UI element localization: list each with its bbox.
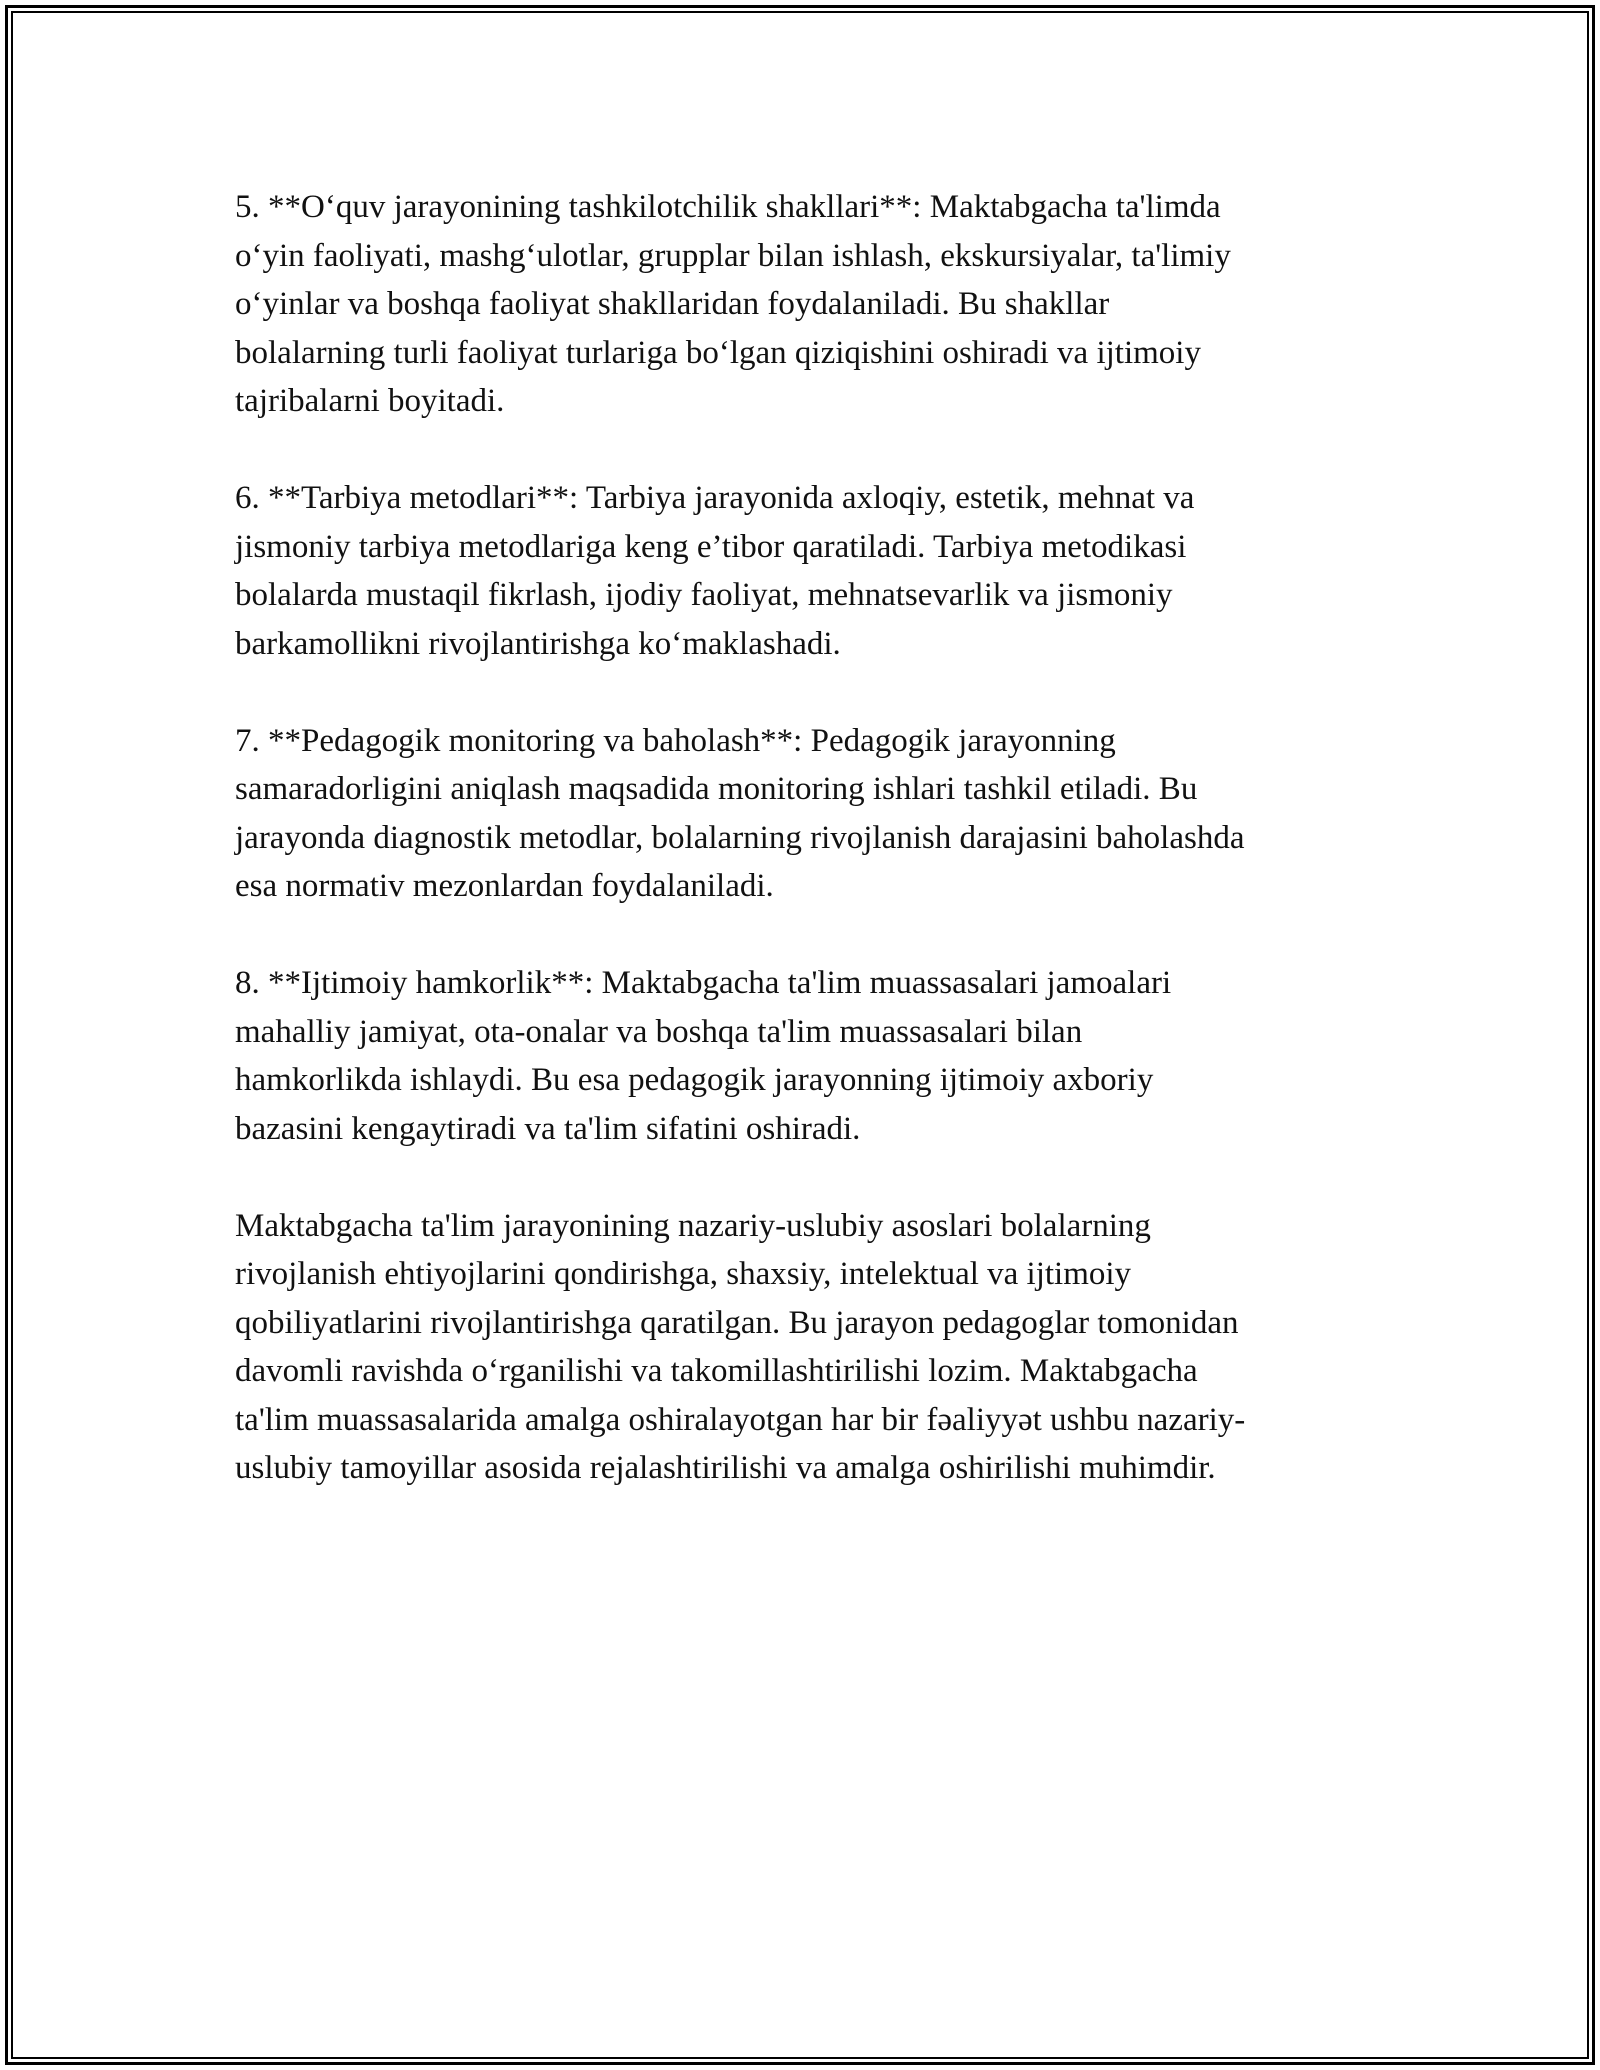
paragraph-item-6: 6. **Tarbiya metodlari**: Tarbiya jarayonida axloqiy, estetik, mehnat va jismoniy tarbiya metodlariga keng e’tibor qaratiladi. Tarbiya metodikasi bolalarda mustaqil fikrlash, ijodiy faoliyat, mehnatsevarlik va jismoniy barkamollikni rivojlantirishga koʻmaklashadi. <box>235 480 1195 662</box>
document-body <box>235 183 1365 1541</box>
paragraph-item-8: 8. **Ijtimoiy hamkorlik**: Maktabgacha ta'lim muassasalari jamoalari mahalliy jamiyat, ota-onalar va boshqa ta'lim muassasalari bilan hamkorlikda ishlaydi. Bu esa pedagogik jarayonning ijtimoiy axboriy bazasini kengaytiradi va ta'lim sifatini oshiradi. <box>235 965 1172 1147</box>
paragraph-item-5: 5. **Oʻquv jarayonining tashkilotchilik shakllari**: Maktabgacha ta'limda oʻyin faoliyati, mashgʻulotlar, grupplar bilan ishlash, ekskursiyalar, ta'limiy oʻyinlar va boshqa faoliyat shakllaridan foydalaniladi. Bu shakllar bolalarning turli faoliyat turlariga boʻlgan qiziqishini oshiradi va ijtimoiy tajribalarni boyitadi. <box>235 189 1231 419</box>
paragraph-item-7: 7. **Pedagogik monitoring va baholash**: Pedagogik jarayonning samaradorligini aniqlash maqsadida monitoring ishlari tashkil etiladi. Bu jarayonda diagnostik metodlar, bolalarning rivojlanish darajasini baholashda esa normativ mezonlardan foydalaniladi. <box>235 722 1245 904</box>
paragraph-conclusion: Maktabgacha ta'lim jarayonining nazariy-uslubiy asoslari bolalarning rivojlanish ehtiyojlarini qondirishga, shaxsiy, intelektual va ijtimoiy qobiliyatlarini rivojlantirishga qaratilgan. Bu jarayon pedagoglar tomonidan davomli ravishda oʻrganilishi va takomillashtirilishi lozim. Maktabgacha ta'lim muassasalarida amalga oshiralayotgan har bir fəaliyyət ushbu nazariy- uslubiy tamoyillar asosida rejalashtirilishi va amalga oshirilishi muhimdir. <box>235 1207 1246 1486</box>
